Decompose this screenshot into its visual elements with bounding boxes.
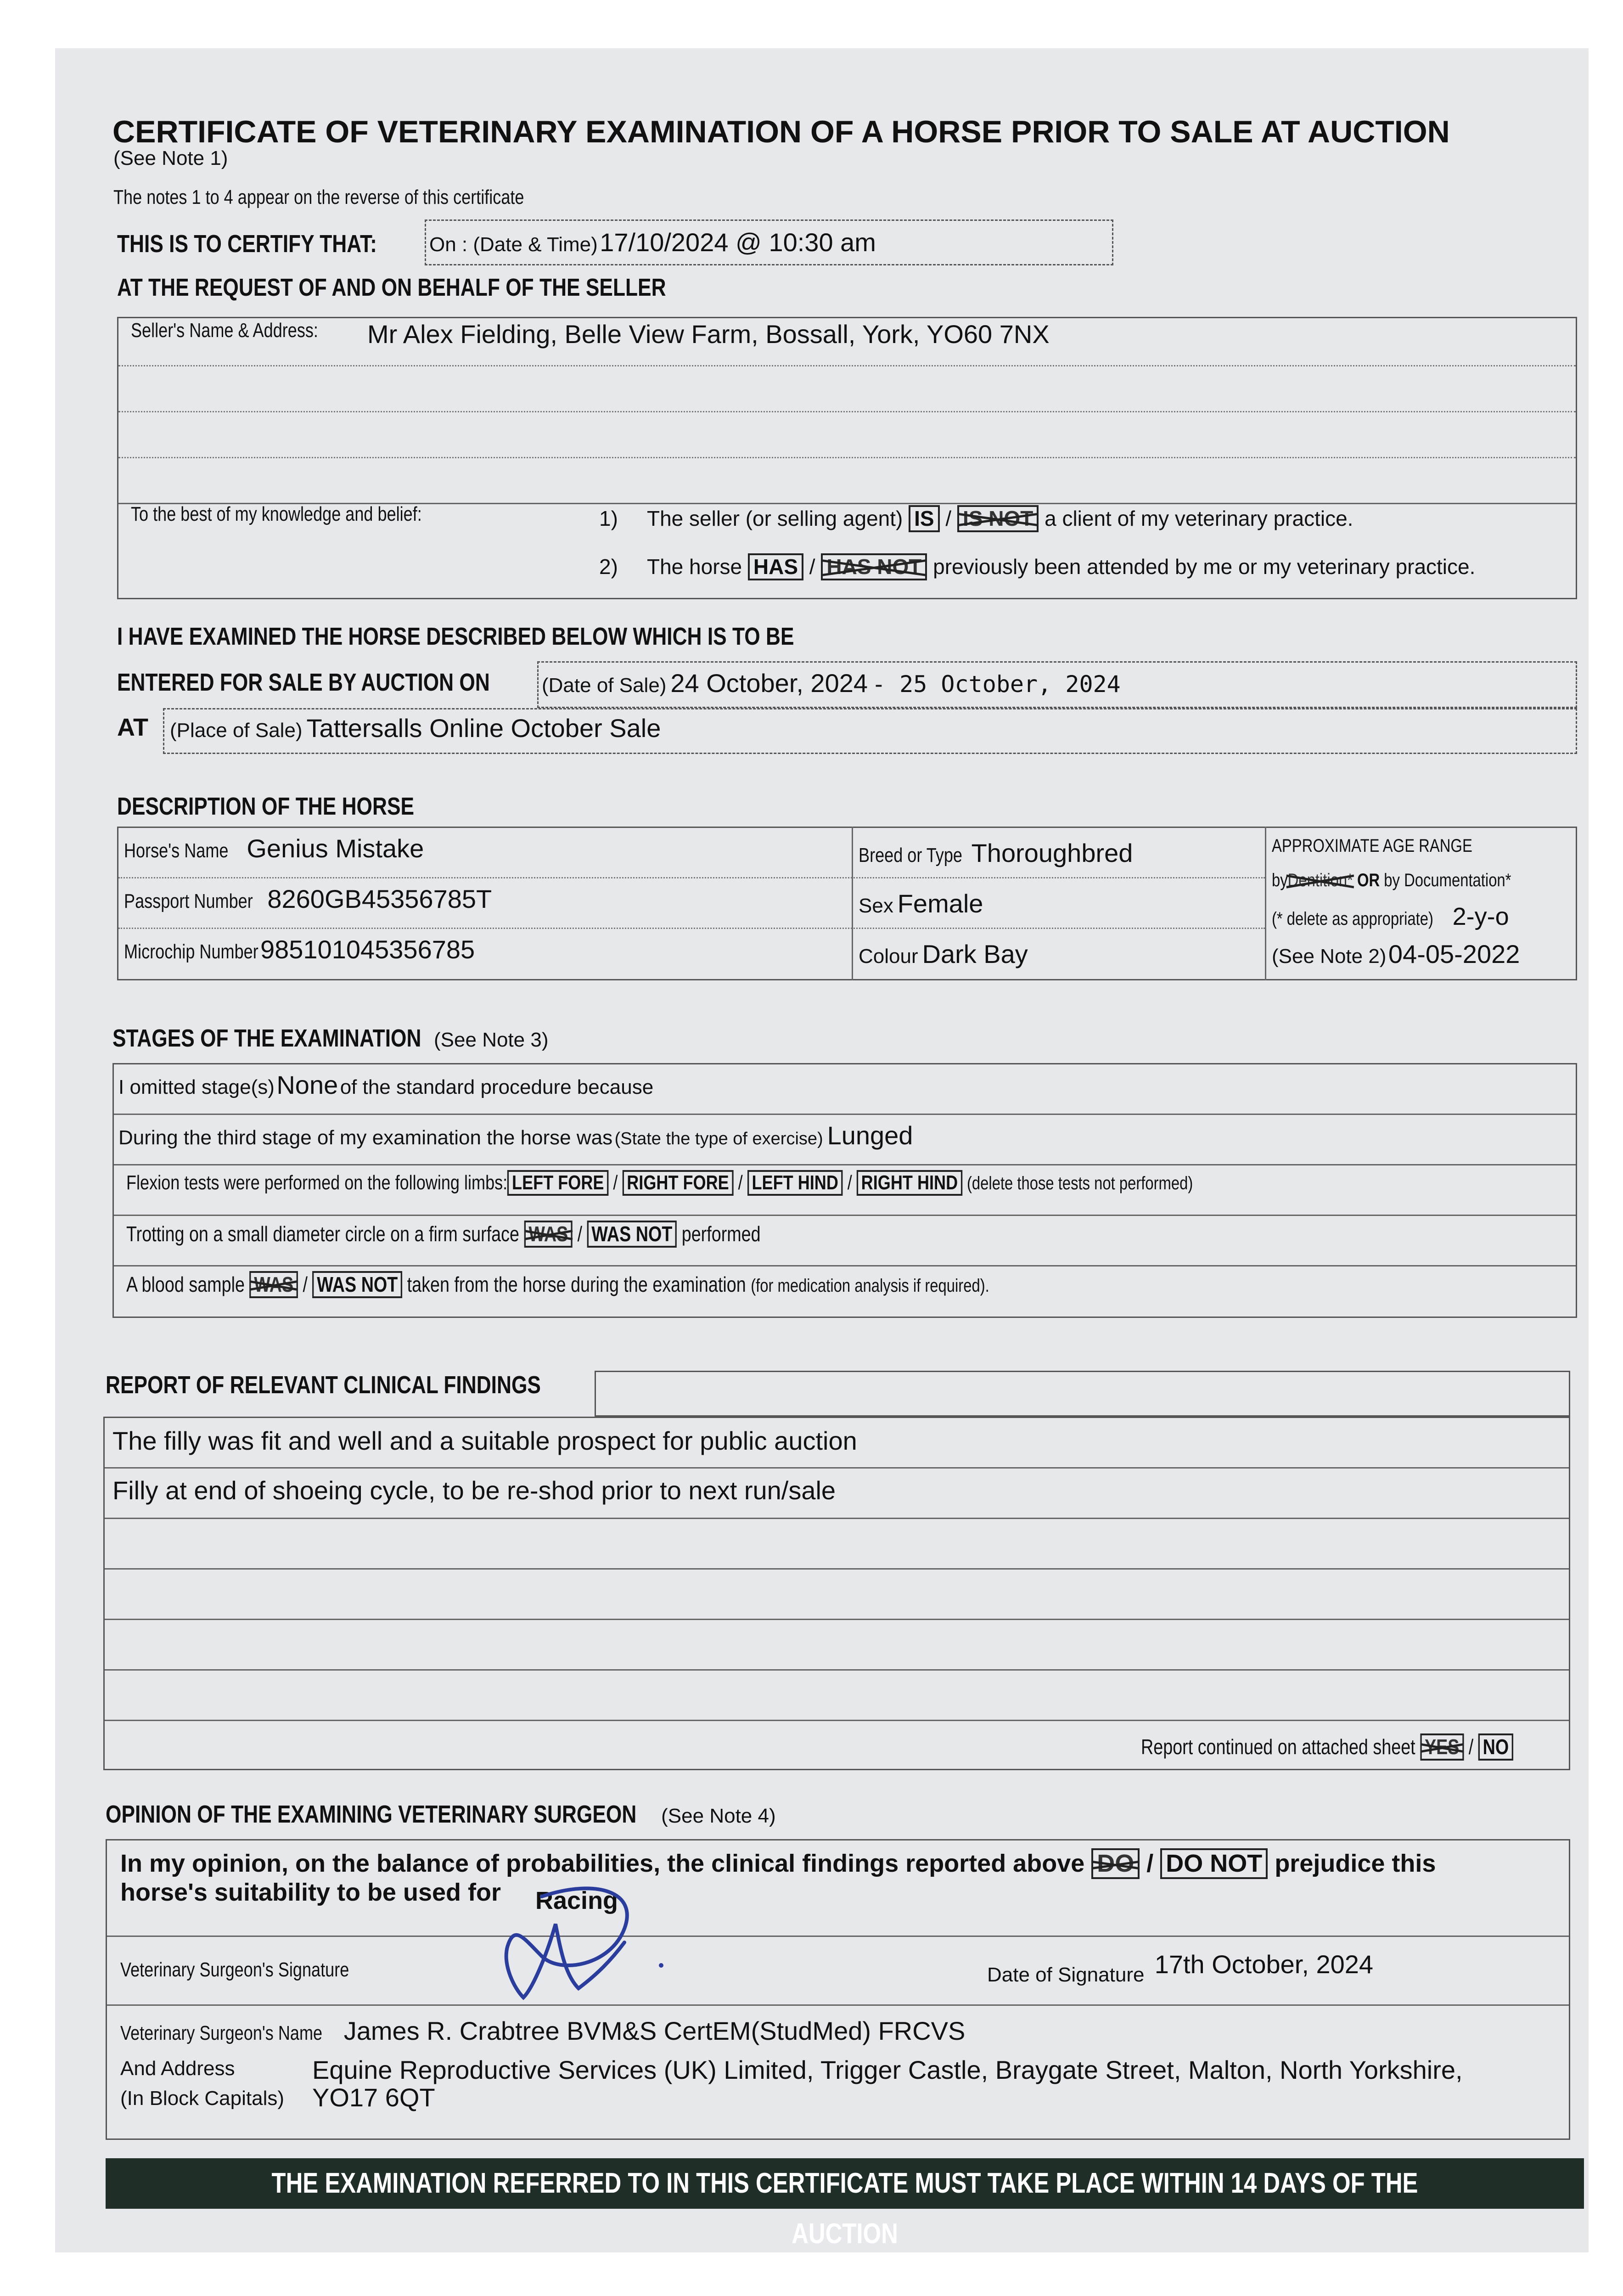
blood-was-not[interactable]: WAS NOT [312,1271,402,1298]
colour-cell: Colour Dark Bay [859,940,1028,968]
seller-value: Mr Alex Fielding, Belle View Farm, Bossall, York, YO60 7NX [367,320,1050,349]
sex-value: Female [897,889,983,918]
microchip-value: 985101045356785 [260,935,475,964]
flexion-left-hind[interactable]: LEFT HIND [747,1170,843,1196]
opinion-do[interactable]: DO [1091,1848,1140,1879]
third-stage-row: During the third stage of my examination the horse was (State the type of exercise) Lunged [118,1121,913,1150]
at-label: AT [117,714,148,741]
passport-value: 8260GB45356785T [267,884,492,913]
request-heading: AT THE REQUEST OF AND ON BEHALF OF THE SELLER [117,274,666,301]
opinion-do-not[interactable]: DO NOT [1160,1848,1268,1879]
omitted-stages-row: I omitted stage(s) None of the standard procedure because [118,1070,654,1099]
breed-value: Thoroughbred [971,838,1133,867]
microchip-cell: Microchip Number985101045356785 [124,935,475,964]
date-time-value: 17/10/2024 @ 10:30 am [600,228,876,257]
age-heading: APPROXIMATE AGE RANGE [1272,836,1472,856]
colour-value: Dark Bay [922,940,1028,968]
continued-yes[interactable]: YES [1420,1733,1464,1761]
breed-cell: Breed or Type Thoroughbred [859,838,1133,867]
trotting-row: Trotting on a small diameter circle on a firm surface WAS / WAS NOT performed [126,1221,900,1248]
flexion-row: Flexion tests were performed on the following limbs: LEFT FORE / RIGHT FORE / LEFT HIND / RIGHT HIND (delete those tests not performed) [126,1170,1427,1196]
vet-name-row: Veterinary Surgeon's Name James R. Crabtree BVM&S CertEM(StudMed) FRCVS [120,2016,966,2045]
finding-line-1: The filly was fit and well and a suitable prospect for public auction [112,1426,857,1455]
findings-heading-box [595,1371,1570,1417]
age-dentition-struck: Dentition* [1287,870,1353,890]
date-time-field [429,227,876,257]
date-of-sale-value: 24 October, 2024 [670,669,868,698]
flexion-right-hind[interactable]: RIGHT HIND [857,1170,962,1196]
age-note-cell: (See Note 2) 04-05-2022 [1272,940,1520,968]
third-stage-value: Lunged [827,1121,913,1150]
dob-value: 04-05-2022 [1388,940,1520,968]
opinion-line-2: horse's suitability to be used for Racing [120,1879,618,1914]
address-label-1: And Address [120,2057,235,2080]
signature-image [487,1874,680,2007]
examined-line-1: I HAVE EXAMINED THE HORSE DESCRIBED BELOW WHICH IS TO BE [117,623,794,650]
blood-row: A blood sample WAS / WAS NOT taken from the horse during the examination (for medication analysis if required). [126,1271,1179,1298]
signature-label: Veterinary Surgeon's Signature [120,1958,349,1981]
flexion-right-fore[interactable]: RIGHT FORE [622,1170,733,1196]
trotting-was[interactable]: WAS [524,1221,573,1248]
horse-name-cell: Horse's Name Genius Mistake [124,834,424,863]
blood-was[interactable]: WAS [249,1271,298,1298]
use-value: Racing [535,1887,618,1914]
option-is-not[interactable]: IS NOT [957,505,1039,532]
vet-name-value: James R. Crabtree BVM&S CertEM(StudMed) FRCVS [343,2016,966,2045]
see-note-1: (See Note 1) [113,147,228,169]
findings-box [103,1417,1570,1770]
date-of-sale-value-2: - 25 October, 2024 [871,671,1121,698]
date-time-label: On : (Date & Time) [429,233,598,256]
description-heading: DESCRIPTION OF THE HORSE [117,793,415,820]
opinion-heading: OPINION OF THE EXAMINING VETERINARY SURGEON (See Note 4) [106,1801,776,1828]
omitted-stages-value: None [276,1070,338,1099]
footer-banner: THE EXAMINATION REFERRED TO IN THIS CERTIFICATE MUST TAKE PLACE WITHIN 14 DAYS OF THE AUCTION [106,2158,1584,2209]
trotting-was-not[interactable]: WAS NOT [587,1221,677,1248]
option-has-not[interactable]: HAS NOT [821,553,927,580]
option-is[interactable]: IS [909,505,939,532]
age-method: byDentition* OR by Documentation* [1272,870,1511,890]
finding-line-2: Filly at end of shoeing cycle, to be re-shod prior to next run/sale [112,1476,836,1505]
examined-line-2: ENTERED FOR SALE BY AUCTION ON [117,669,490,696]
address-label-2: (In Block Capitals) [120,2087,285,2110]
knowledge-label: To the best of my knowledge and belief: [131,503,422,525]
findings-heading: REPORT OF RELEVANT CLINICAL FINDINGS [106,1371,541,1399]
place-of-sale-field: (Place of Sale) Tattersalls Online October Sale [170,714,661,743]
stages-heading: STAGES OF THE EXAMINATION (See Note 3) [112,1024,549,1052]
age-delete-note: (* delete as appropriate) 2-y-o [1272,903,1509,930]
address-line-2: YO17 6QT [312,2083,435,2112]
age-value: 2-y-o [1452,903,1509,930]
continued-row: Report continued on attached sheet YES / NO [1141,1733,1595,1761]
knowledge-item-1: 1) The seller (or selling agent) IS / IS NOT a client of my veterinary practice. [599,505,1353,532]
knowledge-item-2: 2) The horse HAS / HAS NOT previously been attended by me or my veterinary practice. [599,553,1475,580]
certify-label: THIS IS TO CERTIFY THAT: [117,230,377,258]
continued-no[interactable]: NO [1478,1733,1513,1761]
option-has[interactable]: HAS [748,553,803,580]
sex-cell: Sex Female [859,889,983,918]
opinion-text: In my opinion, on the balance of probabilities, the clinical findings reported above DO / DO NOT prejudice this [120,1848,1436,1879]
notes-line: The notes 1 to 4 appear on the reverse of this certificate [113,186,524,208]
date-of-sale-field: (Date of Sale) 24 October, 2024 - 25 October, 2024 [542,669,1121,698]
passport-cell: Passport Number 8260GB45356785T [124,884,492,913]
certificate-title: CERTIFICATE OF VETERINARY EXAMINATION OF A HORSE PRIOR TO SALE AT AUCTION [112,114,1450,149]
horse-name-value: Genius Mistake [247,834,424,863]
seller-label: Seller's Name & Address: [131,319,318,342]
address-line-1: Equine Reproductive Services (UK) Limited, Trigger Castle, Braygate Street, Malton, North Yorkshire, [312,2055,1463,2084]
signature-date-value: 17th October, 2024 [1154,1950,1374,1979]
signature-date-row: Date of Signature 17th October, 2024 [987,1950,1374,1986]
flexion-left-fore[interactable]: LEFT FORE [507,1170,608,1196]
place-of-sale-value: Tattersalls Online October Sale [306,714,661,743]
